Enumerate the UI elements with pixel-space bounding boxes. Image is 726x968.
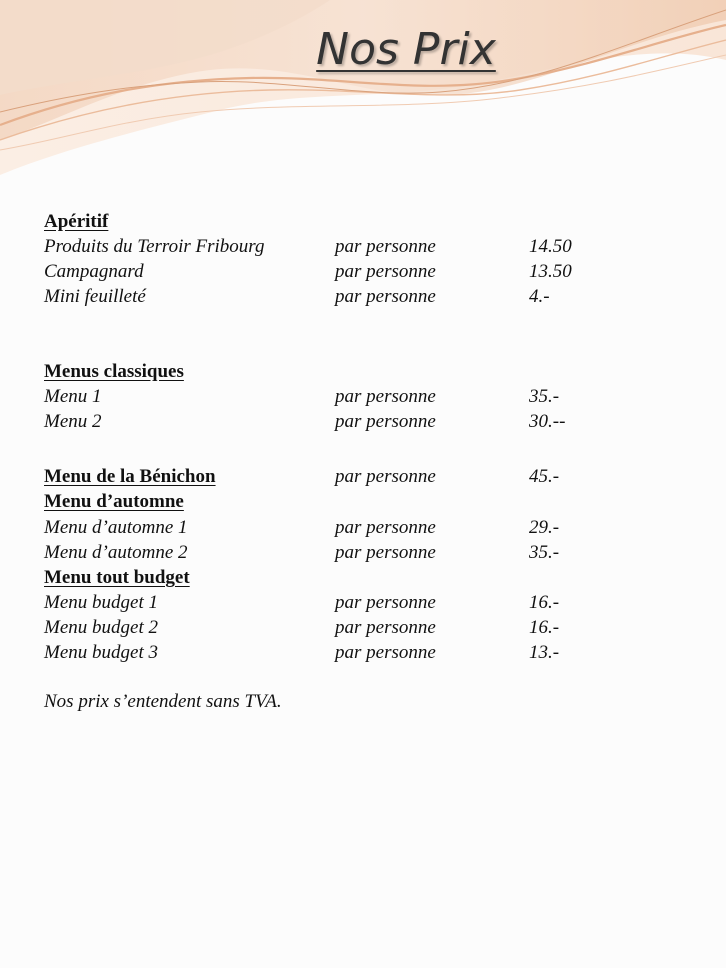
item-name: Menu budget 1 bbox=[44, 592, 158, 613]
tax-note: Nos prix s’entendent sans TVA. bbox=[44, 691, 282, 712]
item-name: Menu budget 3 bbox=[44, 642, 158, 663]
item-unit: par personne bbox=[335, 466, 436, 487]
price-row bbox=[44, 411, 684, 437]
item-unit: par personne bbox=[335, 411, 436, 432]
item-name: Menu 2 bbox=[44, 411, 102, 432]
item-price: 4.- bbox=[529, 286, 550, 307]
section-heading-benichon bbox=[44, 466, 684, 492]
price-row bbox=[44, 286, 684, 312]
section-heading-budget bbox=[44, 567, 684, 593]
price-row bbox=[44, 592, 684, 618]
section-heading-aperitif bbox=[44, 211, 684, 237]
item-name: Menu d’automne 2 bbox=[44, 542, 188, 563]
item-price: 30.-- bbox=[529, 411, 566, 432]
item-unit: par personne bbox=[335, 236, 436, 257]
price-row bbox=[44, 642, 684, 668]
item-price: 35.- bbox=[529, 542, 560, 563]
price-row bbox=[44, 517, 684, 543]
price-row bbox=[44, 236, 684, 262]
section-heading-automne bbox=[44, 491, 684, 517]
benichon-heading: Menu de la Bénichon bbox=[44, 466, 216, 487]
item-price: 16.- bbox=[529, 592, 560, 613]
item-price: 13.- bbox=[529, 642, 560, 663]
section-heading-classiques bbox=[44, 361, 684, 387]
item-name: Menu d’automne 1 bbox=[44, 517, 188, 538]
item-name: Produits du Terroir Fribourg bbox=[44, 236, 265, 257]
item-name: Menu budget 2 bbox=[44, 617, 158, 638]
item-name: Menu 1 bbox=[44, 386, 102, 407]
price-row bbox=[44, 617, 684, 643]
price-row bbox=[44, 261, 684, 287]
aperitif-heading: Apéritif bbox=[44, 211, 109, 232]
item-price: 45.- bbox=[529, 466, 560, 487]
automne-heading: Menu d’automne bbox=[44, 491, 184, 512]
item-name: Mini feuilleté bbox=[44, 286, 146, 307]
item-price: 13.50 bbox=[529, 261, 572, 282]
item-unit: par personne bbox=[335, 517, 436, 538]
item-unit: par personne bbox=[335, 261, 436, 282]
page-title: Nos Prix bbox=[316, 24, 496, 75]
classiques-heading: Menus classiques bbox=[44, 361, 184, 382]
item-price: 35.- bbox=[529, 386, 560, 407]
budget-heading: Menu tout budget bbox=[44, 567, 190, 588]
price-row bbox=[44, 542, 684, 568]
item-unit: par personne bbox=[335, 642, 436, 663]
item-price: 16.- bbox=[529, 617, 560, 638]
item-price: 29.- bbox=[529, 517, 560, 538]
item-unit: par personne bbox=[335, 592, 436, 613]
item-name: Campagnard bbox=[44, 261, 144, 282]
item-price: 14.50 bbox=[529, 236, 572, 257]
item-unit: par personne bbox=[335, 286, 436, 307]
item-unit: par personne bbox=[335, 386, 436, 407]
item-unit: par personne bbox=[335, 617, 436, 638]
item-unit: par personne bbox=[335, 542, 436, 563]
price-row bbox=[44, 386, 684, 412]
